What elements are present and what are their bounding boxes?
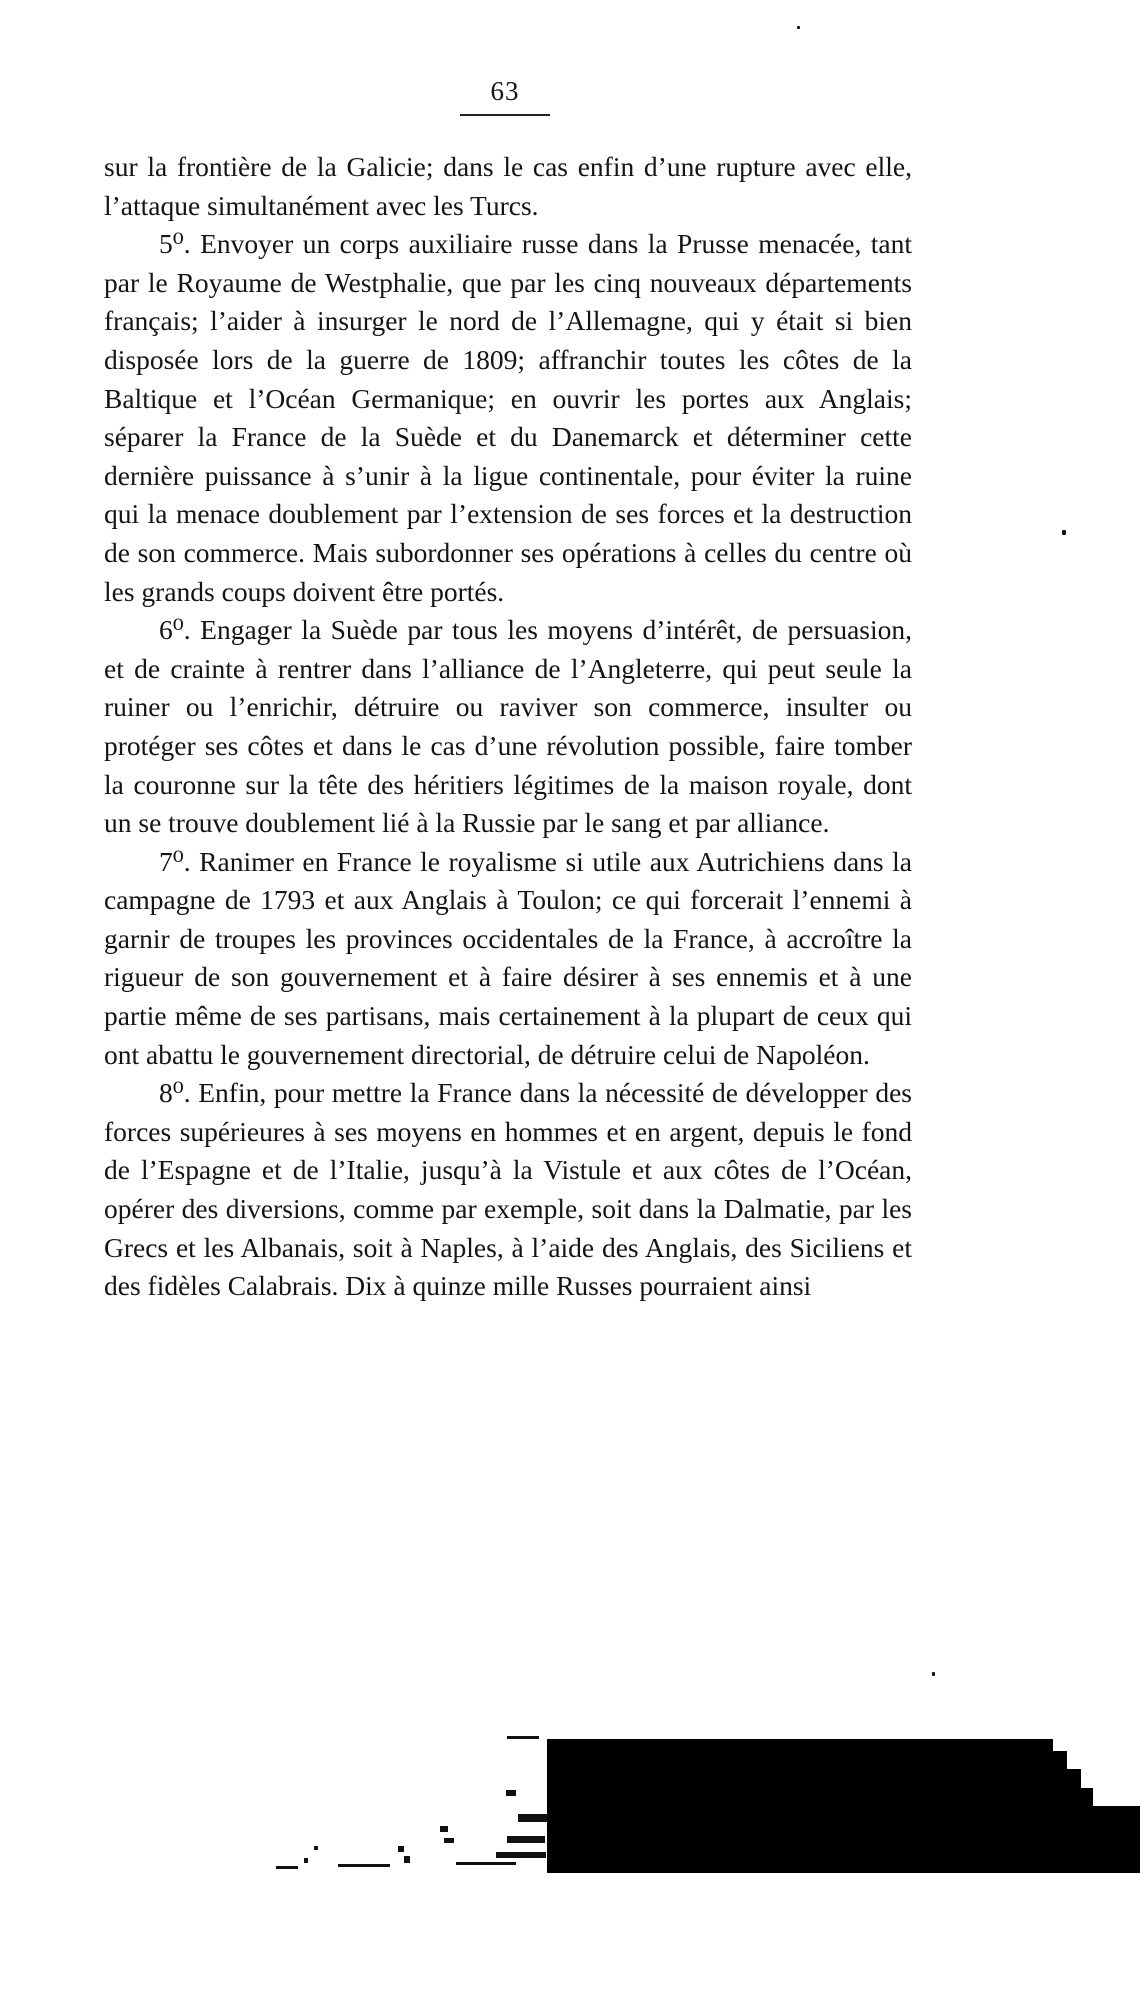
paragraph-item-6: 6⁰. Engager la Suède par tous les moyens d’intérêt, de persuasion, et de crainte à rentrer dans l’alliance de l’Angleterre, qui peut seule la ruiner ou l’enrichir, détruire ou raviver son commerce, insulter ou protéger ses côtes et dans le cas d’une révolution possible, faire tomber la couronne sur la tête des héritiers légitimes de la maison royale, dont un se trouve doublement lié à la Russie par le sang et par alliance. (104, 614, 912, 839)
paragraph-continuation: sur la frontière de la Galicie; dans le cas enfin d’une rupture avec elle, l’attaque simultanément avec les Turcs. (104, 151, 912, 221)
ink-fragment (506, 1790, 516, 1796)
redaction-block (1067, 1769, 1081, 1873)
ink-fragment (338, 1864, 390, 1867)
ink-fragment (456, 1862, 516, 1865)
ink-fragment (304, 1858, 308, 1863)
redaction-block (1053, 1751, 1067, 1873)
page-number-rule (460, 114, 550, 116)
ink-fragment (507, 1836, 545, 1843)
ink-fragment (314, 1846, 318, 1850)
page-body (104, 148, 912, 1306)
ink-fragment (404, 1856, 410, 1863)
redaction-block (547, 1739, 1053, 1873)
ink-fragment (444, 1838, 454, 1843)
ink-fragment (276, 1866, 298, 1869)
redaction-block (1081, 1788, 1093, 1873)
ink-fragment (440, 1826, 448, 1832)
paragraph-item-5: 5⁰. Envoyer un corps auxiliaire russe dans la Prusse menacée, tant par le Royaume de Westphalie, que par les cinq nouveaux départements français; l’aider à insurger le nord de l’Allemagne, qui y était si bien disposée lors de la guerre de 1809; affranchir toutes les côtes de la Baltique et l’Océan Germanique; en ouvrir les portes aux Anglais; séparer la France de la Suède et du Danemarck et déterminer cette dernière puissance à s’unir à la ligue continentale, pour éviter la ruine qui la menace doublement par l’extension de ses forces et la destruction de son commerce. Mais subordonner ses opérations à celles du centre où les grands coups doivent être portés. (104, 228, 912, 607)
page-number: 63 (490, 76, 520, 106)
scan-speck (797, 26, 800, 29)
ink-fragment (518, 1814, 548, 1822)
ink-fragment (507, 1736, 539, 1739)
paragraph-item-8: 8⁰. Enfin, pour mettre la France dans la nécessité de développer des forces supérieures à ses moyens en hommes et en argent, depuis le fond de l’Espagne et de l’Italie, jusqu’à la Vistule et aux côtes de l’Océan, opérer des diversions, comme par exemple, soit dans la Dalmatie, par les Grecs et les Albanais, soit à Naples, à l’aide des Anglais, des Siciliens et des fidèles Calabrais. Dix à quinze mille Russes pourraient ainsi (104, 1077, 912, 1302)
ink-fragment (398, 1846, 404, 1852)
scan-speck (932, 1672, 935, 1676)
redaction-block (1093, 1806, 1140, 1873)
ink-fragment (496, 1852, 546, 1858)
scan-speck (1062, 530, 1066, 535)
paragraph-item-7: 7⁰. Ranimer en France le royalisme si utile aux Autrichiens dans la campagne de 1793 et aux Anglais à Toulon; ce qui forcerait l’ennemi à garnir de troupes les provinces occidentales de la France, à accroître la rigueur de son gouvernement et à faire désirer à ses ennemis et à une partie même de ses partisans, mais certainement à la plupart de ceux qui ont abattu le gouvernement directorial, de détruire celui de Napoléon. (104, 845, 912, 1070)
